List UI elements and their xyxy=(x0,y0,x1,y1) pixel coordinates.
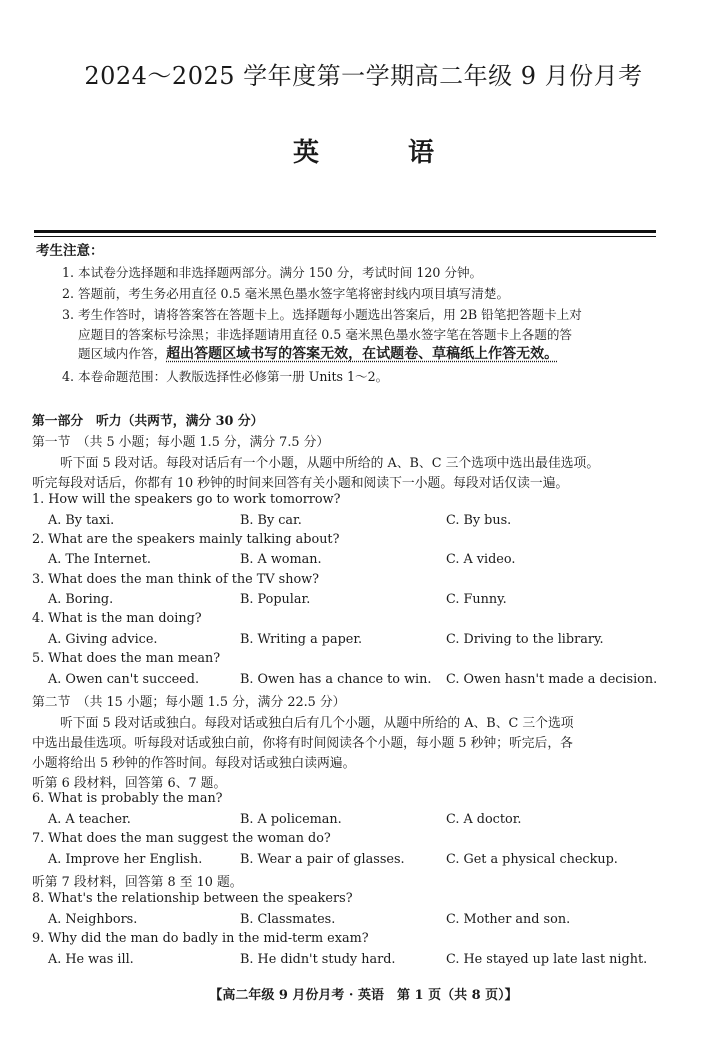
option-b: B. He didn't study hard. xyxy=(240,952,396,967)
question-5: 5. What does the man mean? xyxy=(32,651,221,666)
notice-item: 1. 本试卷分选择题和非选择题两部分。满分 150 分，考试时间 120 分钟。 xyxy=(62,265,483,280)
option-a: A. Owen can't succeed. xyxy=(48,672,200,687)
option-b: B. Owen has a chance to win. xyxy=(240,672,432,687)
section2-instruction: 听下面 5 段对话或独白。每段对话或独白后有几个小题，从题中所给的 A、B、C 三个选项 xyxy=(60,716,574,731)
option-c: C. Mother and son. xyxy=(446,912,571,927)
option-b: B. A woman. xyxy=(240,552,322,567)
option-c: C. By bus. xyxy=(446,513,512,528)
option-b: B. Wear a pair of glasses. xyxy=(240,852,405,867)
material-7-heading: 听第 7 段材料，回答第 8 至 10 题。 xyxy=(32,875,243,890)
option-a: A. Boring. xyxy=(48,592,114,607)
notice-item: 2. 答题前，考生务必用直径 0.5 毫米黑色墨水签字笔将密封线内项目填写清楚。 xyxy=(62,286,510,301)
option-b: B. A policeman. xyxy=(240,812,342,827)
material-6-heading: 听第 6 段材料，回答第 6、7 题。 xyxy=(32,776,227,791)
option-a: A. By taxi. xyxy=(48,513,115,528)
section2-instruction: 中选出最佳选项。听每段对话或独白前，你将有时间阅读各个小题，每小题 5 秒钟；听完后，各 xyxy=(32,736,573,751)
option-a: A. He was ill. xyxy=(48,952,134,967)
notice-item: 题区域内作答， xyxy=(78,346,167,361)
question-3: 3. What does the man think of the TV show? xyxy=(32,572,319,587)
part1-title: 第一部分 听力（共两节，满分 30 分） xyxy=(32,414,264,429)
option-c: C. Get a physical checkup. xyxy=(446,852,618,867)
question-6: 6. What is probably the man? xyxy=(32,791,223,806)
option-c: C. Driving to the library. xyxy=(446,632,604,647)
section2-title: 第二节 （共 15 小题；每小题 1.5 分，满分 22.5 分） xyxy=(32,695,346,710)
notice-title: 考生注意： xyxy=(36,243,104,259)
notice-item: 4. 本卷命题范围：人教版选择性必修第一册 Units 1～2。 xyxy=(62,369,389,384)
option-b: B. Writing a paper. xyxy=(240,632,363,647)
option-b: B. By car. xyxy=(240,513,302,528)
option-b: B. Popular. xyxy=(240,592,311,607)
option-a: A. Giving advice. xyxy=(48,632,158,647)
question-9: 9. Why did the man do badly in the mid-term exam? xyxy=(32,931,369,946)
option-c: C. A video. xyxy=(446,552,516,567)
section1-instruction: 听完每段对话后，你都有 10 秒钟的时间来回答有关小题和阅读下一小题。每段对话仅读一遍。 xyxy=(32,476,569,491)
question-8: 8. What's the relationship between the speakers? xyxy=(32,891,353,906)
option-c: C. A doctor. xyxy=(446,812,522,827)
option-a: A. The Internet. xyxy=(48,552,151,567)
option-b: B. Classmates. xyxy=(240,912,336,927)
header-rule-thin xyxy=(34,236,656,237)
option-c: C. He stayed up late last night. xyxy=(446,952,648,967)
option-c: C. Funny. xyxy=(446,592,507,607)
question-1: 1. How will the speakers go to work tomorrow? xyxy=(32,492,341,507)
option-c: C. Owen hasn't made a decision. xyxy=(446,672,658,687)
option-a: A. A teacher. xyxy=(48,812,131,827)
question-7: 7. What does the man suggest the woman do? xyxy=(32,831,331,846)
section2-instruction: 小题将给出 5 秒钟的作答时间。每段对话或独白读两遍。 xyxy=(32,756,356,771)
subject-title: 英 语 xyxy=(292,138,475,168)
option-a: A. Neighbors. xyxy=(48,912,138,927)
section1-title: 第一节 （共 5 小题；每小题 1.5 分，满分 7.5 分） xyxy=(32,435,330,450)
option-a: A. Improve her English. xyxy=(48,852,203,867)
notice-item-line xyxy=(78,343,558,363)
notice-item: 应题目的答案标号涂黑；非选择题请用直径 0.5 毫米黑色墨水签字笔在答题卡上各题的答 xyxy=(78,327,573,342)
notice-emphasis: 超出答题区域书写的答案无效，在试题卷、草稿纸上作答无效。 xyxy=(166,346,559,362)
header-rule-thick xyxy=(34,230,656,233)
question-4: 4. What is the man doing? xyxy=(32,611,202,626)
exam-title: 2024～2025 学年度第一学期高二年级 9 月份月考 xyxy=(84,62,643,90)
question-2: 2. What are the speakers mainly talking about? xyxy=(32,532,340,547)
page-footer: 【高二年级 9 月份月考 · 英语 第 1 页（共 8 页）】 xyxy=(209,988,518,1003)
section1-instruction: 听下面 5 段对话。每段对话后有一个小题，从题中所给的 A、B、C 三个选项中选出最佳选项。 xyxy=(60,456,600,471)
notice-item: 3. 考生作答时，请将答案答在答题卡上。选择题每小题选出答案后，用 2B 铅笔把答题卡上对 xyxy=(62,307,582,322)
